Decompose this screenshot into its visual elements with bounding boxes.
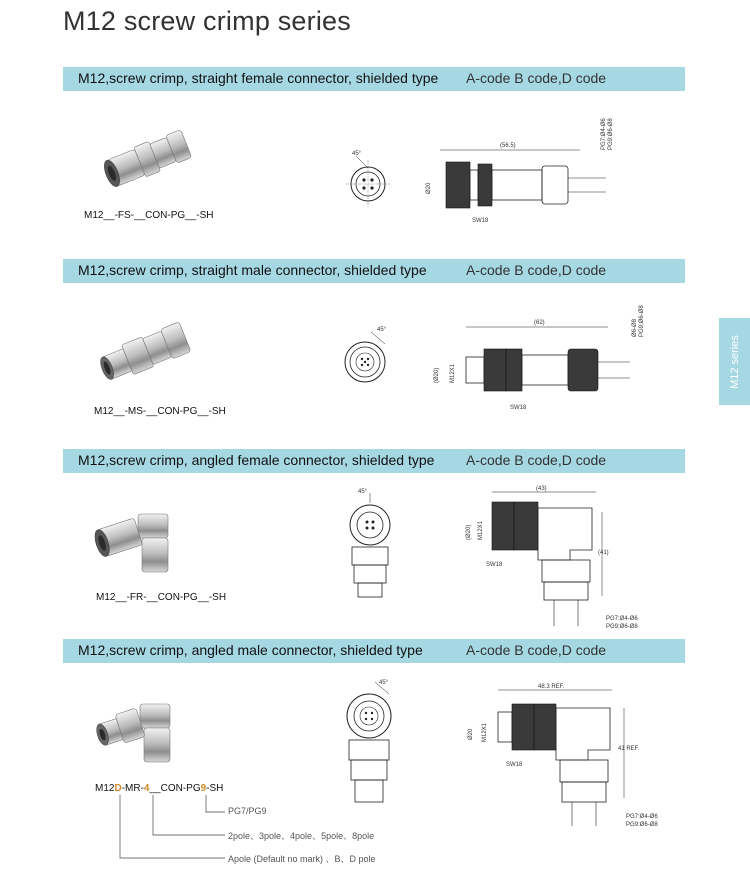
part-pg: 9 — [200, 783, 207, 794]
product-photo-angled-female — [88, 500, 208, 585]
diameter-label: (Ø20) — [434, 367, 440, 383]
pg9-label: PG9:Ø6-Ø8 — [626, 822, 658, 828]
section-codes: A-code B code,D code — [466, 642, 607, 658]
wrench-label: SW18 — [486, 562, 503, 568]
side-tab-label: M12 series — [728, 334, 741, 389]
thread-label: M12X1 — [450, 363, 456, 383]
wrench-label: SW18 — [472, 218, 489, 224]
part-mid: -MR- — [121, 783, 144, 794]
angle-label: 45° — [358, 489, 368, 495]
section-header-angled-female — [63, 449, 685, 473]
part-prefix: M12 — [95, 783, 115, 794]
product-photo-straight-female — [95, 118, 205, 198]
front-view-drawing — [340, 150, 400, 210]
part-con: CON-PG — [160, 783, 201, 794]
front-view-drawing — [335, 318, 405, 388]
side-view-drawing — [420, 110, 620, 224]
section-codes: A-code B code,D code — [466, 70, 607, 86]
side-view-drawing — [430, 305, 660, 415]
product-photo-straight-male — [90, 310, 205, 395]
part-code: D — [114, 783, 122, 794]
diameter-label: (Ø20) — [466, 524, 472, 540]
wrench-label: SW18 — [510, 405, 527, 411]
pg7-label: Ø6-Ø8 — [632, 318, 638, 337]
height-label: (41) — [598, 550, 609, 556]
thread-label: M12X1 — [482, 722, 488, 742]
front-view-drawing — [338, 485, 408, 605]
diameter-label: Ø20 — [468, 728, 474, 740]
front-view-drawing — [335, 672, 410, 812]
part-number: M12__-MS-__CON-PG__-SH — [94, 406, 226, 417]
angle-label: 45° — [377, 327, 387, 333]
section-header-straight-female — [63, 67, 685, 91]
pg7-label: PG7:Ø4-Ø6 — [626, 814, 658, 820]
part-suffix: -SH — [206, 783, 224, 794]
pg9-label: PG9:Ø6-Ø8 — [639, 305, 645, 337]
pg7-label: PG7:Ø4-Ø6 — [601, 118, 607, 150]
angle-label: 45° — [352, 151, 362, 157]
side-tab[interactable] — [719, 318, 750, 405]
height-label: 41 REF. — [618, 746, 640, 752]
part-poles: 4 — [143, 783, 150, 794]
part-number: M12__-FR-__CON-PG__-SH — [96, 592, 227, 603]
wrench-label: SW18 — [506, 762, 523, 768]
thread-label: M12X1 — [478, 520, 484, 540]
length-label: (56.5) — [500, 143, 516, 149]
legend-pg: PG7/PG9 — [228, 806, 267, 816]
section-codes: A-code B code,D code — [466, 452, 607, 468]
section-title: M12,screw crimp, angled female connector, shielded type — [78, 452, 435, 468]
length-label: (62) — [534, 320, 545, 326]
page-title: M12 screw crimp series — [63, 6, 351, 36]
section-title: M12,screw crimp, straight female connector, shielded type — [78, 70, 439, 86]
length-label: (43) — [536, 486, 547, 492]
pg9-label: PG9:Ø6-Ø8 — [606, 624, 638, 630]
example-part-number: M12D-MR-4__CON-PG9-SH — [95, 783, 224, 794]
section-codes: A-code B code,D code — [466, 262, 607, 278]
legend-code: Apole (Default no mark) 、B、D pole — [228, 854, 376, 864]
pg9-label: PG9:Ø6-Ø8 — [608, 118, 614, 150]
length-label: 48.3 REF. — [538, 684, 565, 690]
diameter-label: Ø20 — [426, 182, 432, 194]
legend-poles: 2pole、3pole、4pole、5pole、8pole — [228, 831, 375, 841]
part-number: M12__-FS-__CON-PG__-SH — [84, 210, 214, 221]
pg7-label: PG7:Ø4-Ø6 — [606, 616, 638, 622]
section-header-straight-male — [63, 259, 685, 283]
side-view-drawing — [460, 480, 660, 630]
product-photo-angled-male — [90, 690, 210, 775]
section-title: M12,screw crimp, straight male connector, shielded type — [78, 262, 427, 278]
angle-label: 45° — [379, 680, 389, 686]
section-header-angled-male — [63, 639, 685, 663]
side-view-drawing — [462, 680, 662, 830]
legend-lines — [110, 790, 230, 865]
section-title: M12,screw crimp, angled male connector, shielded type — [78, 642, 423, 658]
